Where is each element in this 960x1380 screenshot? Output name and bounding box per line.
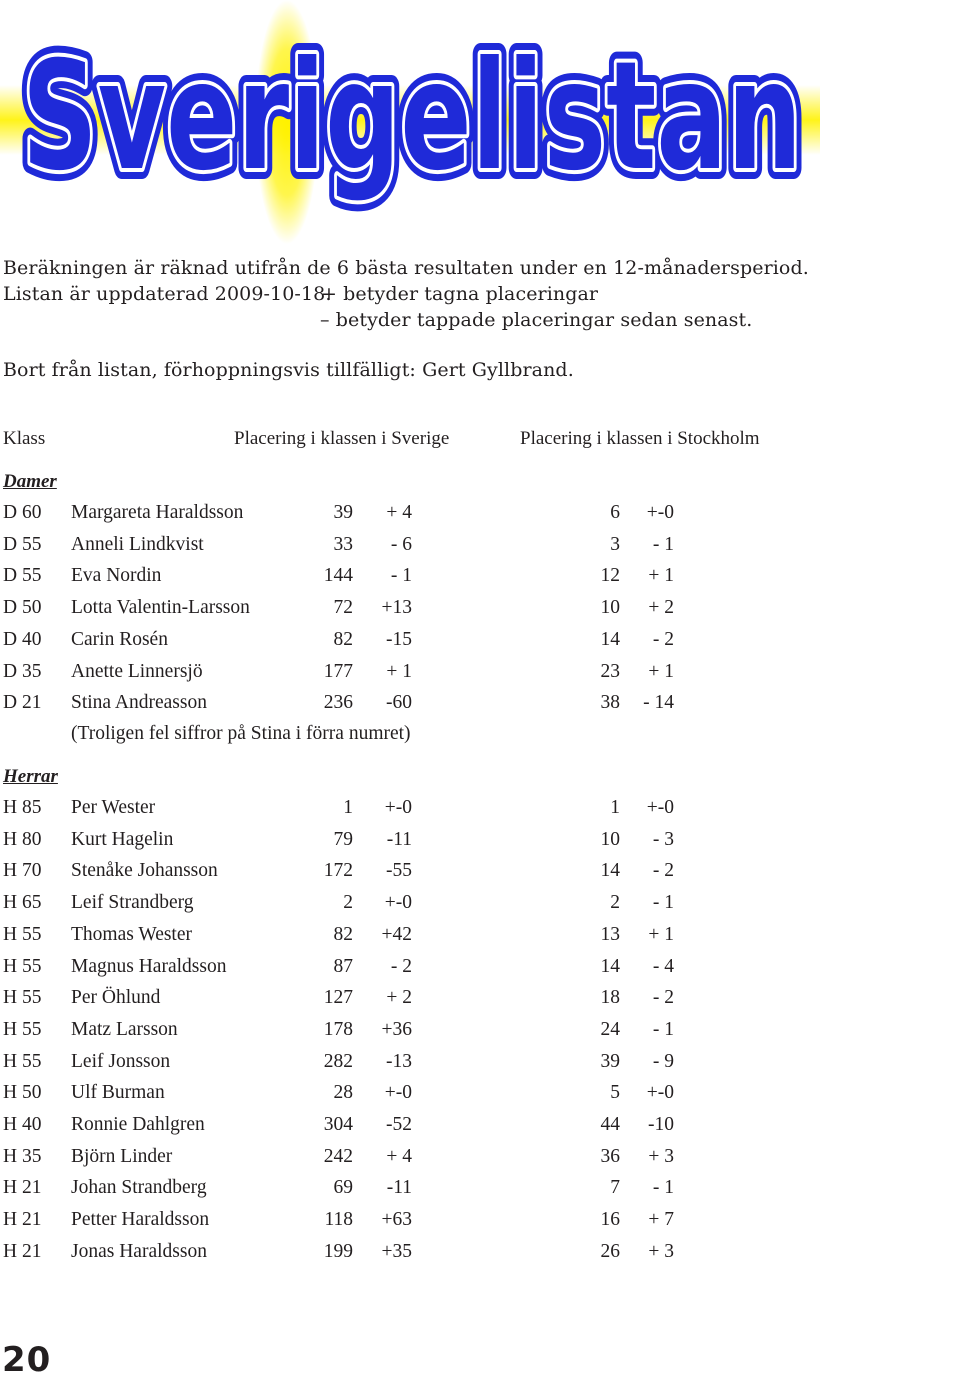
klass-cell: H 55	[3, 955, 42, 977]
name-cell: Leif Jonsson	[71, 1050, 171, 1072]
table-row	[0, 1019, 760, 1049]
name-cell: Per Öhlund	[71, 987, 161, 1009]
stockholm-change-cell: + 2	[648, 597, 674, 619]
name-cell: Lotta Valentin-Larsson	[71, 597, 250, 619]
name-cell: Anneli Lindkvist	[71, 533, 204, 555]
sverige-placement-cell: 118	[324, 1209, 353, 1231]
klass-cell: D 55	[3, 565, 42, 587]
stockholm-change-cell: - 1	[652, 892, 674, 914]
sverige-placement-cell: 28	[333, 1082, 353, 1104]
klass-cell: H 21	[3, 1209, 42, 1231]
sverige-placement-cell: 82	[333, 628, 353, 650]
klass-cell: H 21	[3, 1177, 42, 1199]
table-row	[0, 1209, 760, 1239]
plus-legend: + betyder tagna placeringar	[321, 283, 599, 305]
stockholm-placement-cell: 14	[600, 628, 620, 650]
name-cell: Ronnie Dahlgren	[71, 1114, 205, 1135]
sverige-change-cell: -55	[386, 860, 412, 882]
table-row	[0, 860, 760, 890]
table-row	[0, 1241, 760, 1271]
stockholm-placement-cell: 3	[610, 533, 620, 555]
stockholm-placement-cell: 5	[610, 1082, 620, 1104]
name-cell: Eva Nordin	[71, 565, 162, 587]
table-row	[0, 629, 760, 659]
sverige-placement-cell: 242	[323, 1145, 353, 1167]
klass-cell: D 35	[3, 660, 42, 682]
table-row	[0, 1146, 760, 1176]
stockholm-change-cell: - 2	[652, 628, 674, 650]
sverige-change-cell: + 4	[386, 502, 412, 523]
sverige-change-cell: -13	[386, 1050, 412, 1072]
name-cell: Johan Strandberg	[71, 1177, 207, 1199]
sverige-placement-cell: 87	[333, 955, 353, 977]
stockholm-placement-cell: 38	[600, 692, 620, 714]
stockholm-change-cell: - 4	[652, 955, 674, 977]
table-row	[0, 956, 760, 986]
stockholm-placement-cell: 14	[600, 955, 620, 977]
sverige-change-cell: +-0	[384, 1082, 412, 1104]
stockholm-placement-cell: 14	[600, 860, 620, 882]
table-row	[0, 1177, 760, 1207]
sverige-placement-cell: 177	[323, 660, 353, 682]
sverige-placement-cell: 2	[343, 892, 353, 914]
sverige-placement-cell: 127	[323, 987, 353, 1009]
stockholm-placement-cell: 7	[610, 1177, 620, 1199]
section-title-damer: Damer	[3, 471, 57, 492]
name-cell: Petter Haraldsson	[71, 1209, 210, 1231]
sverige-placement-cell: 172	[323, 860, 353, 882]
klass-cell: H 55	[3, 1018, 42, 1040]
page-number: 20	[2, 1340, 52, 1380]
sverige-placement-cell: 282	[323, 1050, 353, 1072]
name-cell: Leif Strandberg	[71, 892, 194, 914]
stockholm-change-cell: - 1	[652, 533, 674, 555]
klass-cell: H 85	[3, 797, 42, 818]
table-row	[0, 565, 760, 595]
stockholm-placement-cell: 1	[610, 797, 620, 818]
sverige-placement-cell: 199	[323, 1240, 353, 1262]
stockholm-change-cell: + 3	[648, 1145, 674, 1167]
table-row	[0, 797, 760, 827]
stockholm-placement-cell: 12	[600, 565, 620, 587]
stockholm-change-cell: + 1	[648, 565, 674, 587]
sverige-change-cell: +36	[381, 1018, 412, 1040]
stockholm-placement-cell: 26	[600, 1240, 620, 1262]
klass-cell: D 50	[3, 597, 42, 619]
svg-text:Sverigelistan: Sverigelistan	[22, 30, 803, 204]
klass-cell: H 55	[3, 987, 42, 1009]
stockholm-change-cell: - 2	[652, 987, 674, 1009]
stockholm-change-cell: - 1	[652, 1018, 674, 1040]
klass-cell: H 40	[3, 1114, 42, 1135]
stockholm-change-cell: +-0	[646, 1082, 674, 1104]
stockholm-placement-cell: 44	[600, 1114, 620, 1135]
sverige-placement-cell: 69	[333, 1177, 353, 1199]
sverige-change-cell: - 1	[390, 565, 412, 587]
stockholm-change-cell: -10	[648, 1114, 674, 1135]
sverige-placement-cell: 236	[323, 692, 353, 714]
name-cell: Per Wester	[71, 797, 156, 818]
klass-cell: H 80	[3, 828, 42, 850]
klass-cell: D 55	[3, 533, 42, 555]
stockholm-placement-cell: 39	[600, 1050, 620, 1072]
sverige-placement-cell: 79	[333, 828, 353, 850]
name-cell: Carin Rosén	[71, 628, 168, 650]
sverige-change-cell: +13	[381, 597, 412, 619]
name-cell: Anette Linnersjö	[71, 660, 203, 682]
sverigelistan-logo	[0, 0, 820, 245]
sverige-change-cell: +63	[381, 1209, 412, 1231]
sverige-change-cell: + 4	[386, 1145, 412, 1167]
stockholm-change-cell: + 1	[648, 660, 674, 682]
header-stockholm: Placering i klassen i Stockholm	[520, 428, 760, 449]
klass-cell: H 55	[3, 1050, 42, 1072]
klass-cell: H 55	[3, 923, 42, 945]
table-row	[0, 597, 760, 627]
stockholm-change-cell: + 7	[648, 1209, 674, 1231]
svg-text:Sverigelistan: Sverigelistan	[22, 30, 803, 204]
sverige-change-cell: -15	[386, 628, 412, 650]
section-title-herrar: Herrar	[3, 766, 58, 787]
sverige-change-cell: +35	[381, 1240, 412, 1262]
stockholm-change-cell: - 9	[652, 1050, 674, 1072]
sverige-change-cell: +42	[381, 923, 412, 945]
klass-cell: H 50	[3, 1082, 42, 1104]
sverige-change-cell: +-0	[384, 797, 412, 818]
klass-cell: H 35	[3, 1145, 42, 1167]
stockholm-placement-cell: 23	[600, 660, 620, 682]
sverige-placement-cell: 144	[323, 565, 353, 587]
table-row	[0, 829, 760, 859]
stockholm-placement-cell: 10	[600, 828, 620, 850]
minus-legend: – betyder tappade placeringar sedan senast.	[320, 309, 753, 331]
stockholm-change-cell: + 1	[648, 923, 674, 945]
name-cell: Ulf Burman	[71, 1082, 165, 1104]
table-row	[0, 661, 760, 691]
header-klass: Klass	[3, 428, 46, 449]
sverige-placement-cell: 82	[333, 923, 353, 945]
name-cell: Thomas Wester	[71, 923, 192, 945]
stockholm-placement-cell: 2	[610, 892, 620, 914]
klass-cell: D 21	[3, 692, 42, 714]
name-cell: Björn Linder	[71, 1145, 173, 1167]
table-row	[0, 1114, 760, 1144]
header-sverige: Placering i klassen i Sverige	[234, 428, 450, 449]
sverige-change-cell: -52	[386, 1114, 412, 1135]
sverige-placement-cell: 39	[333, 502, 353, 523]
intro-line-1: Beräkningen är räknad utifrån de 6 bästa resultaten under en 12-månadersperiod.	[3, 257, 809, 279]
stockholm-change-cell: - 14	[643, 692, 674, 714]
sverige-change-cell: - 2	[390, 955, 412, 977]
sverige-placement-cell: 304	[323, 1114, 353, 1135]
sverige-placement-cell: 33	[333, 533, 353, 555]
stockholm-change-cell: +-0	[646, 502, 674, 523]
stockholm-placement-cell: 6	[610, 502, 620, 523]
stockholm-change-cell: - 2	[652, 860, 674, 882]
sverige-change-cell: -11	[386, 828, 412, 850]
name-cell: Kurt Hagelin	[71, 828, 174, 850]
sverige-change-cell: + 1	[386, 660, 412, 682]
stockholm-placement-cell: 18	[600, 987, 620, 1009]
intro-line-2	[3, 283, 599, 305]
klass-cell: H 65	[3, 892, 42, 914]
name-cell: Matz Larsson	[71, 1018, 178, 1040]
update-date-text: Listan är uppdaterad 2009-10-18.	[3, 283, 332, 305]
sverige-placement-cell: 178	[323, 1018, 353, 1040]
svg-text:Sverigelistan: Sverigelistan	[22, 30, 803, 204]
klass-cell: D 60	[3, 502, 42, 523]
table-row	[0, 892, 760, 922]
klass-cell: H 70	[3, 860, 42, 882]
stockholm-placement-cell: 13	[600, 923, 620, 945]
sverige-change-cell: -60	[386, 692, 412, 714]
sverige-placement-cell: 72	[333, 597, 353, 619]
sverige-change-cell: - 6	[390, 533, 412, 555]
sverige-placement-cell: 1	[343, 797, 353, 818]
name-cell: Stenåke Johansson	[71, 860, 218, 882]
stockholm-change-cell: +-0	[646, 797, 674, 818]
stockholm-placement-cell: 24	[600, 1018, 620, 1040]
stockholm-placement-cell: 10	[600, 597, 620, 619]
klass-cell: H 21	[3, 1240, 42, 1262]
stockholm-placement-cell: 36	[600, 1145, 620, 1167]
name-cell: Magnus Haraldsson	[71, 955, 227, 977]
table-row	[0, 502, 760, 532]
sverige-change-cell: -11	[386, 1177, 412, 1199]
table-row	[0, 1082, 760, 1112]
table-row	[0, 534, 760, 564]
name-cell: Stina Andreasson	[71, 692, 207, 714]
table-row	[0, 692, 760, 722]
stockholm-placement-cell: 16	[600, 1209, 620, 1231]
stockholm-change-cell: + 3	[648, 1240, 674, 1262]
removed-from-list-note: Bort från listan, förhoppningsvis tillfälligt: Gert Gyllbrand.	[3, 359, 574, 381]
name-cell: Jonas Haraldsson	[71, 1240, 207, 1262]
stockholm-change-cell: - 1	[652, 1177, 674, 1199]
klass-cell: D 40	[3, 628, 42, 650]
name-cell: Margareta Haraldsson	[71, 502, 244, 523]
sverige-change-cell: +-0	[384, 892, 412, 914]
stockholm-change-cell: - 3	[652, 828, 674, 850]
table-row	[0, 1051, 760, 1081]
damer-note: (Troligen fel siffror på Stina i förra numret)	[71, 723, 411, 744]
table-row	[0, 987, 760, 1017]
table-row	[0, 924, 760, 954]
sverige-change-cell: + 2	[386, 987, 412, 1009]
